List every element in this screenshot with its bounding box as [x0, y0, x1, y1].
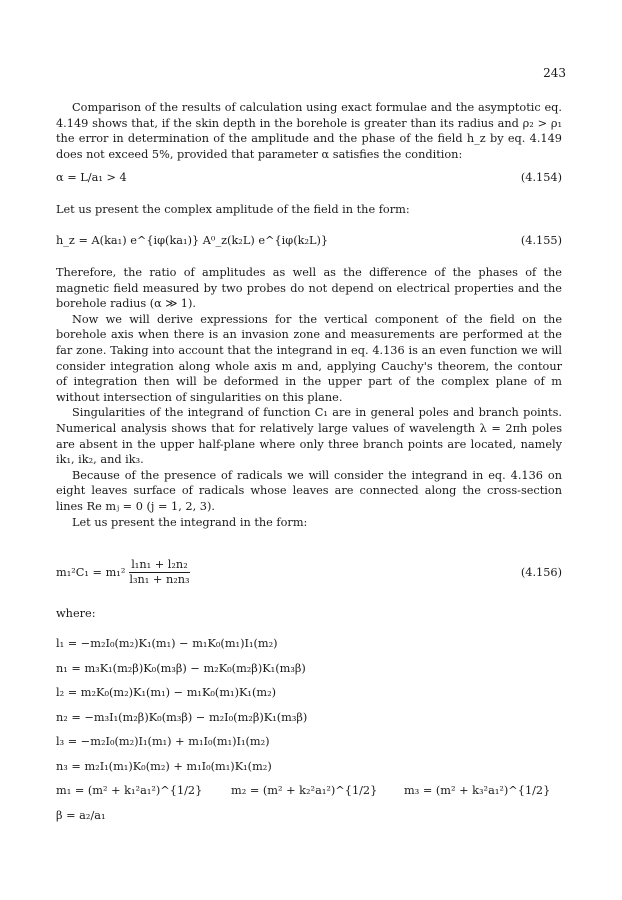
paragraph-body — [56, 265, 562, 530]
paragraph-text: Comparison of the results of calculation using exact formulae and the asymptotic eq. 4.149 shows that, if the skin depth in the borehole is greater than its radius and ρ₂ > ρ₁ the error in determination of the amplitude and the phase of the field h_z by eq. 4.149 does not exceed 5%, provided that parameter α satisfies the condition: — [56, 101, 562, 161]
definition-expression: n₁ = m₃K₁(m₂β)K₀(m₃β) − m₂K₀(m₂β)K₁(m₃β) — [56, 661, 306, 675]
definition-row — [56, 661, 562, 686]
fraction-numerator: l₁n₁ + l₂n₂ — [131, 558, 188, 571]
radical-m3: m₃ = (m² + k₃²a₁²)^{1/2} — [404, 784, 551, 797]
equation-4-155 — [56, 233, 562, 249]
paragraph-integrand: Let us present the integrand in the form: — [72, 515, 308, 529]
definition-list — [56, 636, 562, 832]
definition-expression: n₂ = −m₃I₁(m₂β)K₀(m₃β) − m₂I₀(m₂β)K₁(m₃β) — [56, 710, 308, 724]
radical-m1: m₁ = (m² + k₁²a₁²)^{1/2} — [56, 784, 203, 797]
paragraph-comparison — [56, 100, 562, 162]
equation-4-154 — [56, 170, 562, 186]
definition-row — [56, 808, 562, 833]
definition-row — [56, 759, 562, 784]
radical-m2: m₂ = (m² + k₂²a₁²)^{1/2} — [231, 784, 378, 797]
equation-4-156 — [56, 552, 562, 592]
paragraph-radicals: Because of the presence of radicals we will consider the integrand in eq. 4.136 on eight leaves surface of radicals whose leaves are connected along the cross-section lines Re mⱼ = 0 (j = 1, 2, 3). — [56, 468, 562, 513]
paragraph-therefore: Therefore, the ratio of amplitudes as well as the difference of the phases of the magnetic field measured by two probes do not depend on electrical properties and the borehole radius (α ≫ 1). — [56, 266, 562, 311]
page-number: 243 — [543, 66, 566, 80]
equation-expression: α = L/a₁ > 4 — [56, 171, 127, 184]
fraction-denominator: l₃n₁ + n₂n₃ — [129, 573, 190, 586]
paragraph-where — [56, 606, 562, 622]
equation-lhs: m₁²C₁ = m₁² — [56, 565, 126, 579]
definition-expression: n₃ = m₂I₁(m₁)K₀(m₂) + m₁I₀(m₁)K₁(m₂) — [56, 759, 272, 773]
definition-row — [56, 734, 562, 759]
paragraph-singularities: Singularities of the integrand of function C₁ are in general poles and branch points. Numerical analysis shows that for relatively large values of wavelength λ = 2πh poles are absent in the upper half-plane where only three branch points are located, namely ik₁, ik₂, and ik₃. — [56, 406, 562, 467]
equation-number: (4.156) — [520, 566, 562, 579]
definition-expression: l₂ = m₂K₀(m₂)K₁(m₁) − m₁K₀(m₁)K₁(m₂) — [56, 686, 277, 699]
paragraph-text: where: — [56, 607, 96, 620]
equation-expression: h_z = A(ka₁) e^{iφ(ka₁)} A⁰_z(k₂L) e^{iφ(k₂L)} — [56, 234, 329, 247]
definition-expression: l₃ = −m₂I₀(m₂)I₁(m₁) + m₁I₀(m₁)I₁(m₂) — [56, 735, 270, 748]
paragraph-text: Let us present the complex amplitude of the field in the form: — [56, 203, 410, 216]
equation-number: (4.154) — [520, 171, 562, 184]
equation-fraction — [127, 558, 191, 587]
definition-row — [56, 685, 562, 710]
definition-row — [56, 710, 562, 735]
radicals-row — [56, 783, 562, 808]
beta-definition: β = a₂/a₁ — [56, 808, 106, 822]
definition-row — [56, 636, 562, 661]
paragraph-complex-amplitude — [56, 202, 562, 218]
paragraph-derive: Now we will derive expressions for the vertical component of the field on the borehole axis when there is an invasion zone and measurements are performed at the far zone. Taking into account that the integrand in eq. 4.136 is an even function we will consider integration along whole axis m and, applying Cauchy's theorem, the contour of integration then will be deformed in the upper part of the complex plane of m without intersection of singularities on this plane. — [56, 312, 562, 404]
equation-number: (4.155) — [520, 234, 562, 247]
definition-expression: l₁ = −m₂I₀(m₂)K₁(m₁) − m₁K₀(m₁)I₁(m₂) — [56, 637, 278, 650]
